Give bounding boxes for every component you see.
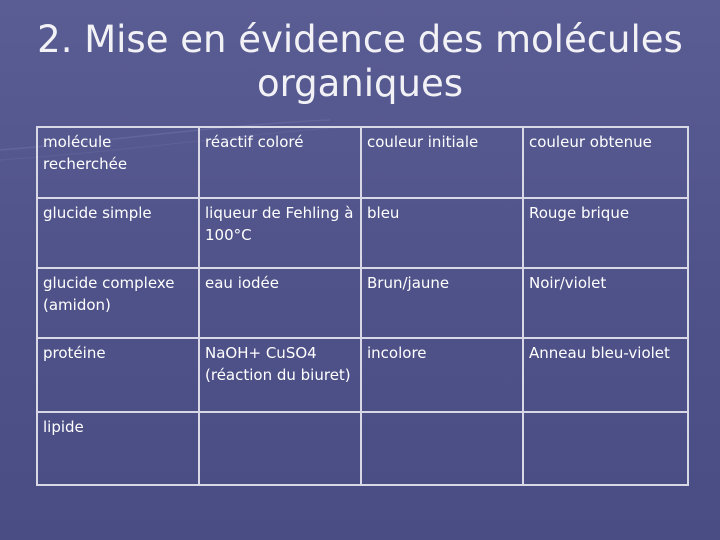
table-cell [361, 412, 523, 485]
table-cell: Anneau bleu-violet [523, 338, 688, 412]
slide-title-line-1: 2. Mise en évidence des molécules [37, 18, 683, 61]
header-cell-molecule: molécule recherchée [37, 127, 199, 198]
table-cell [523, 412, 688, 485]
table-row [37, 198, 688, 268]
slide-title [20, 18, 700, 106]
table-cell: Rouge brique [523, 198, 688, 268]
slide-title-line-2: organiques [256, 62, 464, 105]
table-cell: incolore [361, 338, 523, 412]
header-cell-initial-color: couleur initiale [361, 127, 523, 198]
table-header-row [37, 127, 688, 198]
molecules-table [36, 126, 689, 486]
molecules-table-container [36, 126, 689, 486]
table-row [37, 268, 688, 338]
table-cell: Noir/violet [523, 268, 688, 338]
header-cell-reagent: réactif coloré [199, 127, 361, 198]
table-cell: bleu [361, 198, 523, 268]
table-row [37, 412, 688, 485]
table-cell: eau iodée [199, 268, 361, 338]
table-cell: glucide simple [37, 198, 199, 268]
table-cell: Brun/jaune [361, 268, 523, 338]
table-cell: glucide complexe (amidon) [37, 268, 199, 338]
table-cell: liqueur de Fehling à 100°C [199, 198, 361, 268]
table-cell: NaOH+ CuSO4 (réaction du biuret) [199, 338, 361, 412]
header-cell-obtained-color: couleur obtenue [523, 127, 688, 198]
table-cell: protéine [37, 338, 199, 412]
table-row [37, 338, 688, 412]
table-cell [199, 412, 361, 485]
table-cell: lipide [37, 412, 199, 485]
